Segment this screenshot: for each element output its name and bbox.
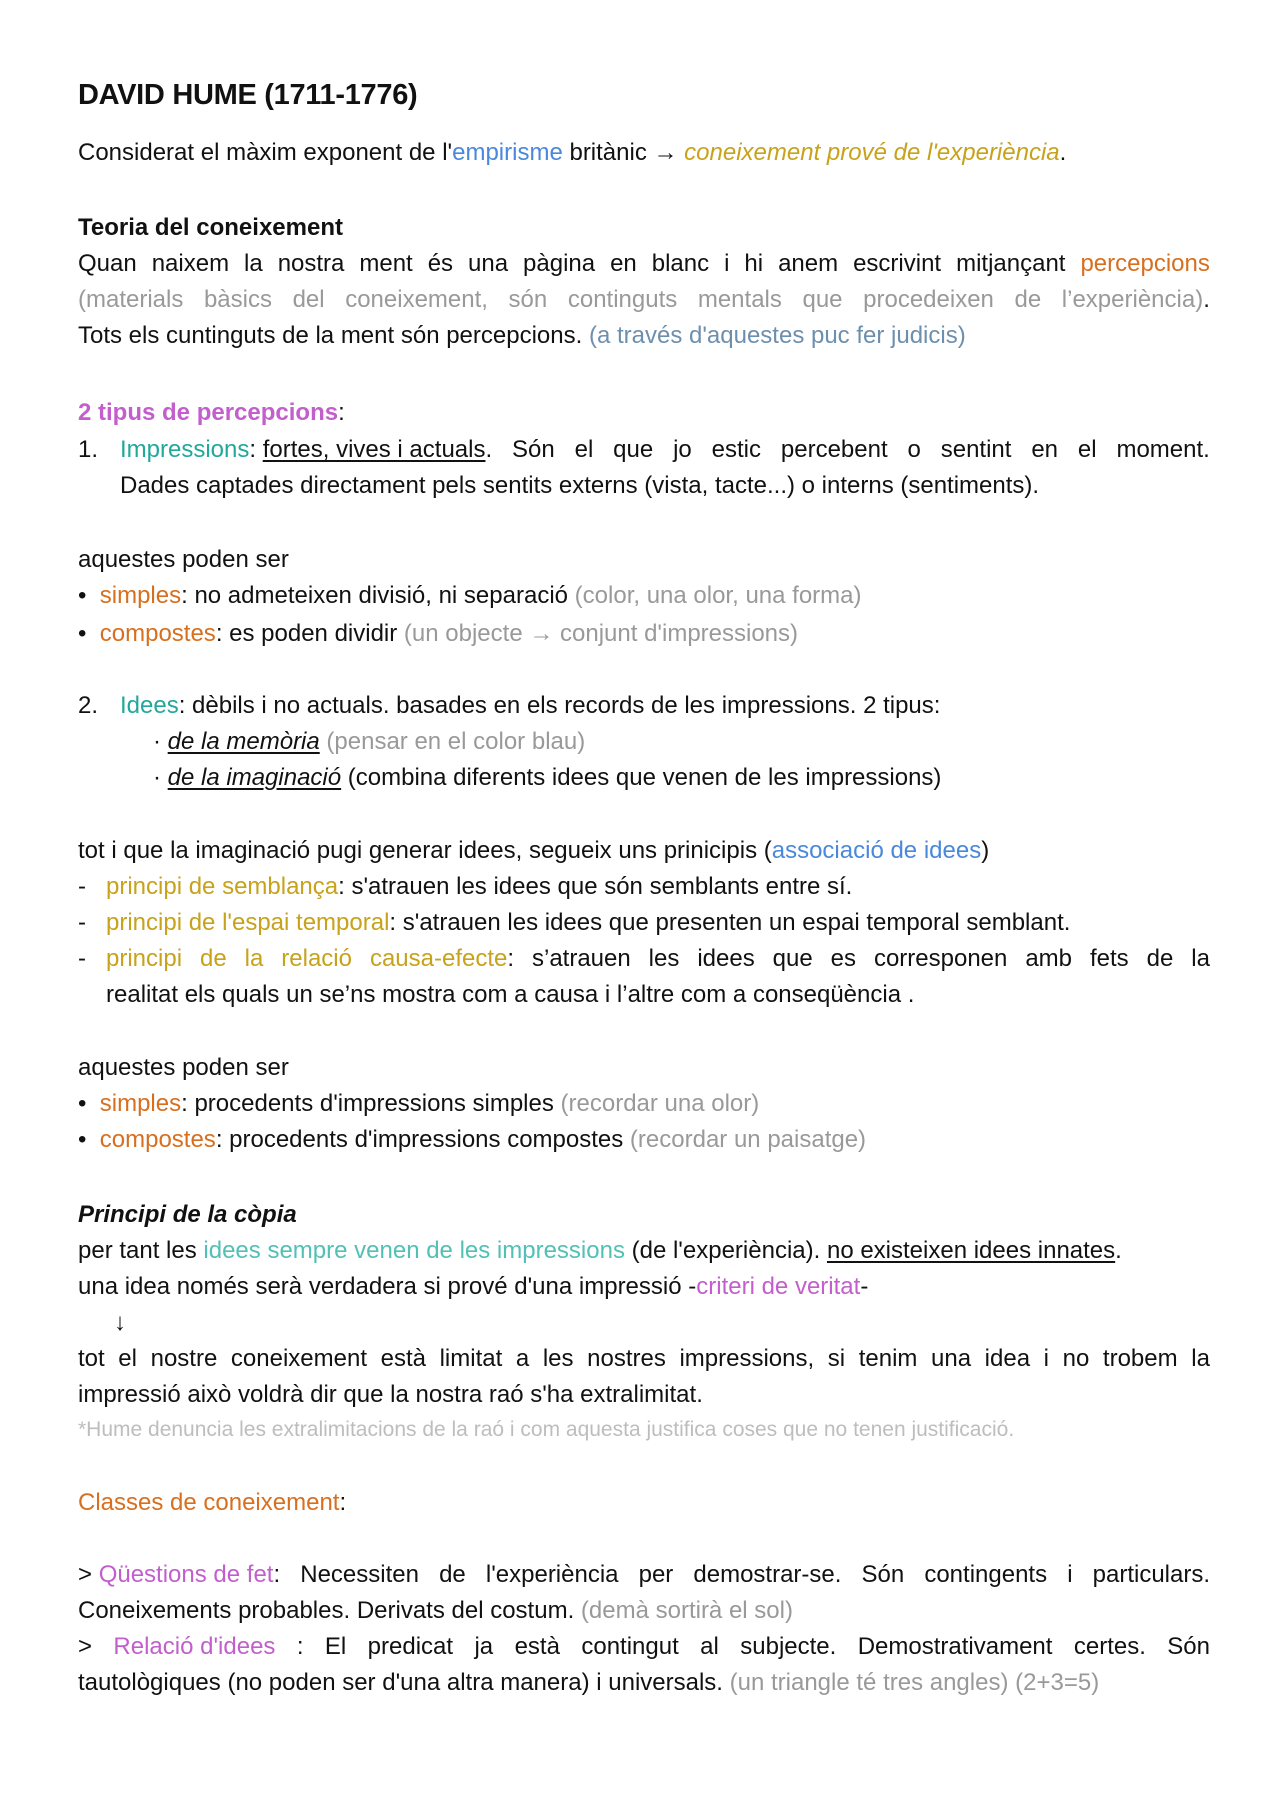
relacio-line-2: tautològiques (no poden ser d'una altra manera) i universals. (un triangle té tres angles) (2+3=5) — [78, 1669, 1100, 1696]
dash-icon: - — [78, 909, 86, 936]
questions-line-2: Coneixements probables. Derivats del costum. (demà sortirà el sol) — [78, 1597, 793, 1624]
list-number: 1. — [78, 436, 99, 463]
relacio-line-1: > Relació d'idees : El predicat ja està contingut al subjecte. Demostrativament certes. Són — [78, 1633, 1210, 1660]
document-page: DAVID HUME (1711-1776) Considerat el màxim exponent de l'empirisme britànic → coneixement prové de l'experiència. Teoria del coneixement Quan naixem la nostra ment és una pàgina en blanc i hi anem escrivint mitjançant percepcions (materials bàsics del coneixement, són continguts mentals que procedeixen de l’experiència). Tots els cuntinguts de la ment són percepcions. (a través d'aquestes puc fer judicis) 2 tipus de percepcions: 1. Impressions: fortes, vives i actuals. Són el que jo estic percebent o sentint en el moment. Dades captades directament pels sentits externs (vista, tacte...) o interns (sentiments). aquestes poden ser • simples: no admeteixen divisió, ni separació (color, una olor, una forma) • compostes: es poden dividir (un objecte → conjunt d'impressions) 2. Idees: dèbils i no actuals. basades en els records de les impressions. 2 tipus: · de la memòria (pensar en el color blau) · de la imaginació (combina diferents idees que venen de les impressions) tot i que la imaginació pugi generar idees, segueix uns prinicipis (associació de idees) - principi de semblança: s'atrauen les idees que són semblants entre sí. - principi de l'espai temporal: s'atrauen les idees que presenten un espai temporal semblant. - principi de la relació causa-efecte: s’atrauen les idees que es corresponen amb fets de la realitat els quals un se’ns mostra com a causa i l’altre com a conseqüència . aquestes poden ser • simples: procedents d'impressions simples (recordar una olor) • compostes: procedents d'impressions compostes (recordar un paisatge) Principi de la còpia per tant les idees sempre venen de les impressions (de l'experiència). no existeixen idees innates. una idea només serà verdadera si prové d'una impressió -criteri de veritat- ↓ tot el nostre coneixement està limitat a les nostres impressions, si tenim una idea i no trobem la impressió això voldrà dir que la nostra raó s'ha extralimitat. *Hume denuncia les extralimitacions de la raó i com aquesta justifica coses que no tenen justificació. Classes de coneixement: > Qüestions de fet: Necessiten de l'experiència per demostrar-se. Són contingents i particulars. Coneixements probables. Derivats del costum. (demà sortirà el sol) > Relació d'idees : El predicat ja està contingut al subjecte. Demostrativament certes. Són tautològiques (no poden ser d'una altra manera) i universals. (un triangle té tres angles) (2+3=5) — [78, 79, 1210, 1696]
down-arrow-icon: ↓ — [114, 1309, 126, 1336]
questions-line-1: > Qüestions de fet: Necessiten de l'experiència per demostrar-se. Són contingents i particulars. — [78, 1561, 1210, 1588]
principi-line-2: realitat els quals un se’ns mostra com a causa i l’altre com a conseqüència . — [106, 981, 915, 1008]
list-item: • simples: no admeteixen divisió, ni separació (color, una olor, una forma) — [78, 582, 862, 609]
section-heading-classes: Classes de coneixement — [78, 1489, 340, 1516]
teoria-line-2: (materials bàsics del coneixement, són continguts mentals que procedeixen de l’experiència). — [78, 286, 1210, 313]
bullet-icon: • — [78, 582, 87, 609]
copia-line-4: impressió això voldrà dir que la nostra raó s'ha extralimitat. — [78, 1381, 703, 1408]
idees-poden: aquestes poden ser — [78, 1054, 289, 1081]
copia-line-3: tot el nostre coneixement està limitat a les nostres impressions, si tenim una idea i no trobem la — [78, 1345, 1210, 1372]
list-item: • compostes: procedents d'impressions compostes (recordar un paisatge) — [78, 1126, 867, 1153]
intro-definition: coneixement prové de l'experiència — [684, 139, 1060, 166]
bullet-icon: • — [78, 1126, 87, 1153]
page-title: DAVID HUME (1711-1776) — [78, 79, 418, 111]
list-item: • compostes: es poden dividir (un objecte → conjunt d'impressions) — [78, 620, 799, 647]
impressions-term: Impressions — [120, 436, 250, 463]
tipus-heading-line: 2 tipus de percepcions: — [78, 399, 345, 426]
section-heading-teoria: Teoria del coneixement — [78, 214, 343, 241]
imaginacio-intro: tot i que la imaginació pugi generar idees, segueix uns prinicipis (associació de idees) — [78, 837, 990, 864]
list-item: • simples: procedents d'impressions simples (recordar una olor) — [78, 1090, 760, 1117]
bullet-icon: • — [78, 620, 87, 647]
percepcions-term: percepcions — [1080, 250, 1210, 277]
impressions-line-2: Dades captades directament pels sentits externs (vista, tacte...) o interns (sentiments). — [120, 472, 1040, 499]
teoria-line-3: Tots els cuntinguts de la ment són percepcions. (a través d'aquestes puc fer judicis) — [78, 322, 966, 349]
teoria-line-1: Quan naixem la nostra ment és una pàgina en blanc i hi anem escrivint mitjançant percepcions — [78, 250, 1210, 277]
copia-line-2: una idea només serà verdadera si prové d'una impressió -criteri de veritat- — [78, 1273, 869, 1300]
bullet-icon: • — [78, 1090, 87, 1117]
section-heading-tipus: 2 tipus de percepcions — [78, 399, 339, 426]
section-heading-copia: Principi de la còpia — [78, 1201, 297, 1228]
classes-heading-line: Classes de coneixement: — [78, 1489, 347, 1516]
dash-icon: - — [78, 945, 86, 972]
idees-term: Idees — [120, 692, 179, 719]
intro-line: Considerat el màxim exponent de l'empirisme britànic → coneixement prové de l'experiència. — [78, 139, 1067, 166]
impressions-poden: aquestes poden ser — [78, 546, 289, 573]
empirisme-term: empirisme — [452, 139, 563, 166]
dash-icon: - — [78, 873, 86, 900]
footnote: *Hume denuncia les extralimitacions de la raó i com aquesta justifica coses que no tenen justificació. — [78, 1418, 1015, 1441]
teoria-note: (a través d'aquestes puc fer judicis) — [588, 322, 966, 349]
list-number: 2. — [78, 692, 99, 719]
copia-line-1: per tant les idees sempre venen de les impressions (de l'experiència). no existeixen idees innates. — [78, 1237, 1122, 1264]
